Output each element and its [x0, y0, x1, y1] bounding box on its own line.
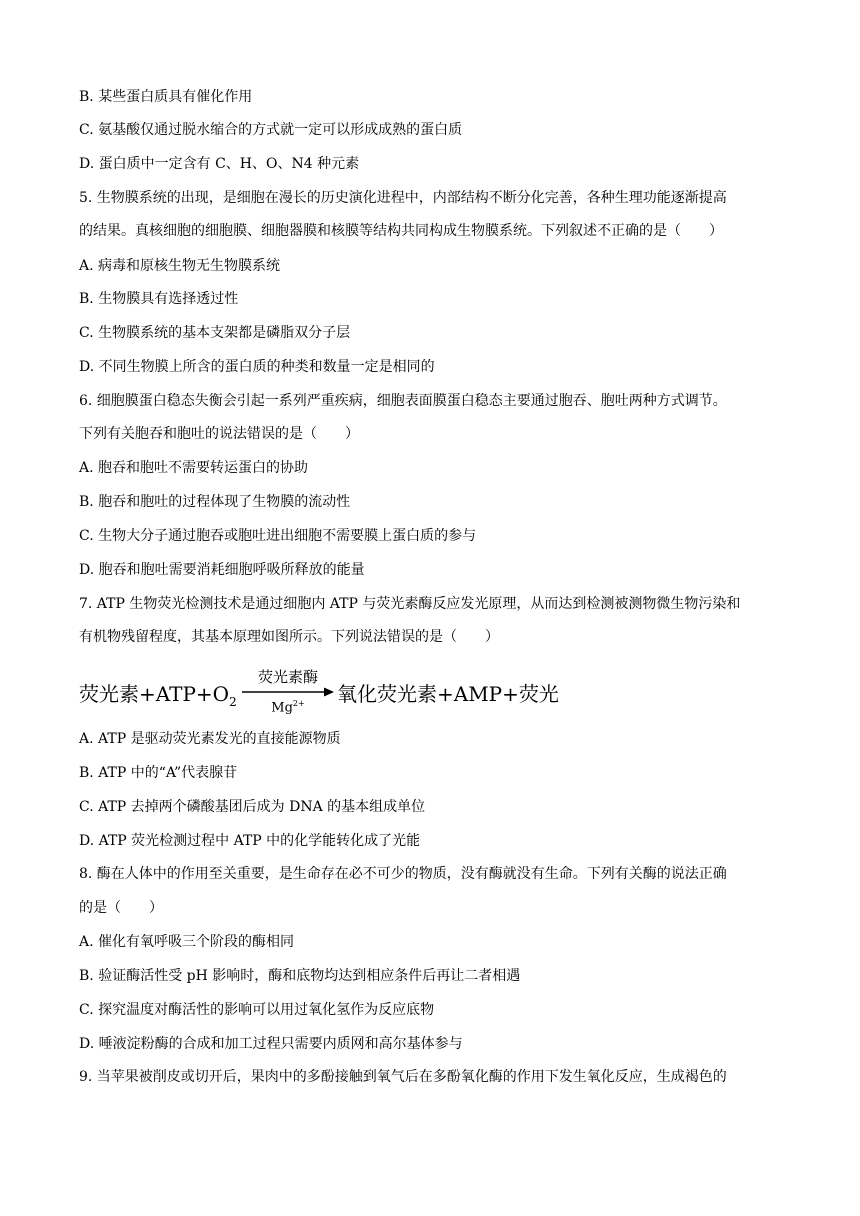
cofactor-text: Mg — [271, 700, 293, 716]
question-8-stem-line-2: 的是（ ） — [79, 900, 163, 916]
question-7-stem-line-2: 有机物残留程度，其基本原理如图所示。下列说法错误的是（ ） — [79, 629, 499, 645]
reaction-products: 氧化荧光素+AMP+荧光 — [337, 682, 559, 706]
cofactor-label — [242, 696, 334, 716]
option-6d: D. 胞吞和胞吐需要消耗细胞呼吸所释放的能量 — [79, 562, 365, 578]
option-6c: C. 生物大分子通过胞吞或胞吐进出细胞不需要膜上蛋白质的参与 — [79, 528, 477, 544]
question-5-stem-line-1: 5. 生物膜系统的出现，是细胞在漫长的历史演化进程中，内部结构不断分化完善，各种生理功能逐渐提高 — [79, 190, 727, 206]
option-8d: D. 唾液淀粉酶的合成和加工过程只需要内质网和高尔基体参与 — [79, 1036, 463, 1052]
reaction-arrow — [242, 668, 334, 718]
option-8c: C. 探究温度对酶活性的影响可以用过氧化氢作为反应底物 — [79, 1002, 435, 1018]
option-7b: B. ATP 中的“A”代表腺苷 — [79, 765, 238, 781]
option-7c: C. ATP 去掉两个磷酸基团后成为 DNA 的基本组成单位 — [79, 799, 426, 815]
option-8b: B. 验证酶活性受 pH 影响时，酶和底物均达到相应条件后再让二者相遇 — [79, 968, 521, 984]
option-6b: B. 胞吞和胞吐的过程体现了生物膜的流动性 — [79, 494, 351, 510]
option-8a: A. 催化有氧呼吸三个阶段的酶相同 — [79, 934, 295, 950]
question-6-stem-line-2: 下列有关胞吞和胞吐的说法错误的是（ ） — [79, 426, 359, 442]
reactants-text: 荧光素+ATP+O — [79, 682, 230, 706]
option-4d: D. 蛋白质中一定含有 C、H、O、N4 种元素 — [79, 156, 360, 172]
question-5-stem-line-2: 的结果。真核细胞的细胞膜、细胞器膜和核膜等结构共同构成生物膜系统。下列叙述不正确的是（ ） — [79, 223, 723, 239]
option-5d: D. 不同生物膜上所含的蛋白质的种类和数量一定是相同的 — [79, 359, 435, 375]
oxygen-subscript: 2 — [229, 695, 237, 709]
question-7-stem-line-1: 7. ATP 生物荧光检测技术是通过细胞内 ATP 与荧光素酶反应发光原理，从而达到检测被测物微生物污染和 — [79, 596, 741, 612]
reaction-reactants — [79, 682, 237, 714]
option-4b: B. 某些蛋白质具有催化作用 — [79, 89, 253, 105]
question-8-stem-line-1: 8. 酶在人体中的作用至关重要，是生命存在必不可少的物质，没有酶就没有生命。下列有关酶的说法正确 — [79, 866, 727, 882]
question-6-stem-line-1: 6. 细胞膜蛋白稳态失衡会引起一系列严重疾病，细胞表面膜蛋白稳态主要通过胞吞、胞吐两种方式调节。 — [79, 393, 727, 409]
option-5b: B. 生物膜具有选择透过性 — [79, 291, 239, 307]
reaction-equation — [79, 668, 579, 718]
option-7d: D. ATP 荧光检测过程中 ATP 中的化学能转化成了光能 — [79, 833, 421, 849]
question-9-stem-line-1: 9. 当苹果被削皮或切开后，果肉中的多酚接触到氧气后在多酚氧化酶的作用下发生氧化反应，生成褐色的 — [79, 1069, 727, 1085]
option-4c: C. 氨基酸仅通过脱水缩合的方式就一定可以形成成熟的蛋白质 — [79, 122, 463, 138]
cofactor-charge: 2+ — [292, 699, 305, 708]
option-5a: A. 病毒和原核生物无生物膜系统 — [79, 258, 281, 274]
option-7a: A. ATP 是驱动荧光素发光的直接能源物质 — [79, 731, 341, 747]
enzyme-label: 荧光素酶 — [257, 668, 318, 686]
option-6a: A. 胞吞和胞吐不需要转运蛋白的协助 — [79, 460, 309, 476]
option-5c: C. 生物膜系统的基本支架都是磷脂双分子层 — [79, 325, 351, 341]
